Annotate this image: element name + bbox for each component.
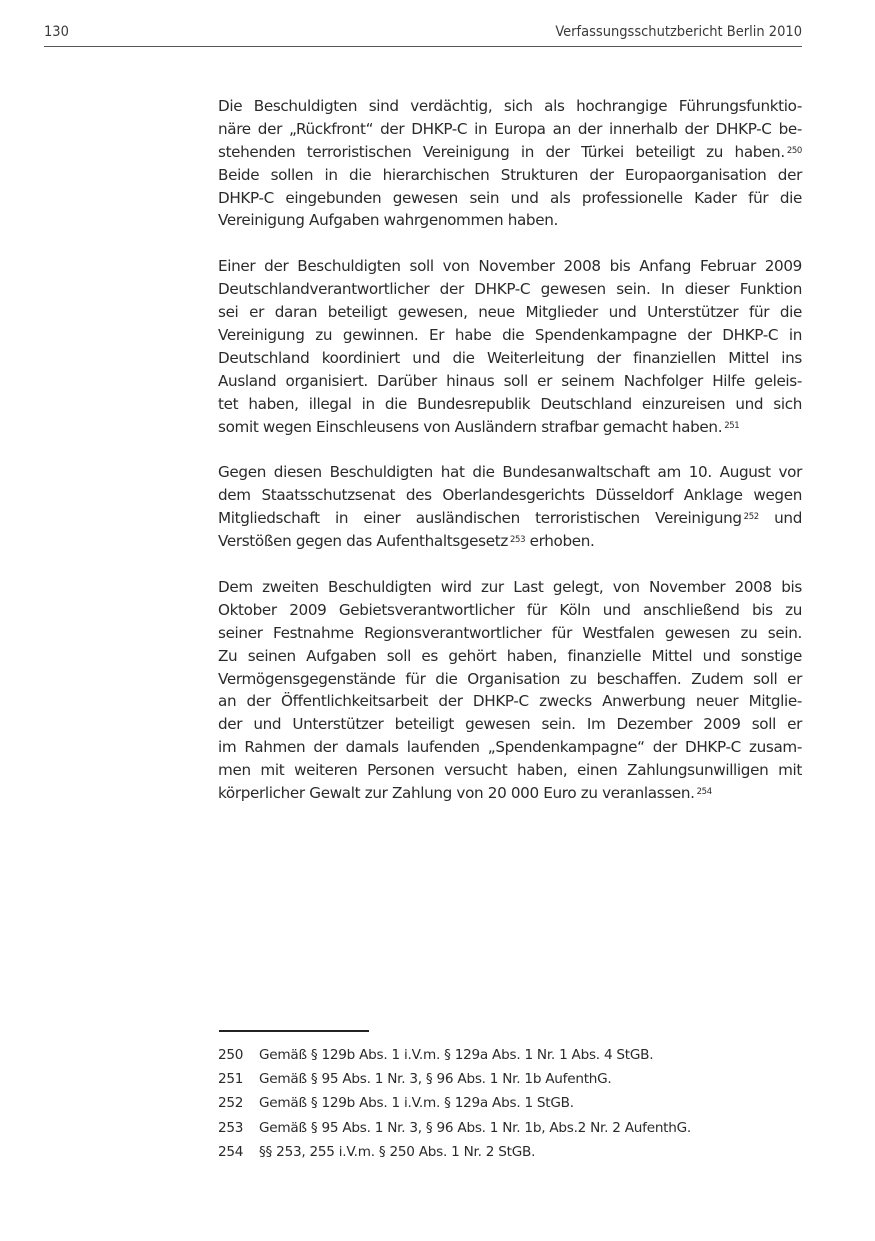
- footnote-text: §§ 253, 255 i.V.m. § 250 Abs. 1 Nr. 2 StGB.: [259, 1143, 536, 1160]
- footnote-text: Gemäß § 95 Abs. 1 Nr. 3, § 96 Abs. 1 Nr. 1b, Abs.2 Nr. 2 AufenthG.: [259, 1119, 691, 1136]
- text-line: [218, 622, 802, 645]
- footnotes: [218, 1045, 802, 1166]
- paragraph-gap: [218, 232, 802, 255]
- footnote-number: 253: [218, 1119, 244, 1136]
- text-line: [218, 393, 802, 416]
- paragraph: [218, 95, 802, 232]
- footnote-text: Gemäß § 129b Abs. 1 i.V.m. § 129a Abs. 1 StGB.: [259, 1095, 574, 1112]
- line-text-continuation: erhoben.: [525, 532, 595, 551]
- text-line: [218, 782, 802, 805]
- line-text: Oktober 2009 Gebietsverantwortlicher für Köln und anschließend bis zu: [218, 600, 802, 619]
- text-line: [218, 530, 802, 553]
- text-line: [218, 461, 802, 484]
- paragraph-gap: [218, 438, 802, 461]
- footnote-text: Gemäß § 95 Abs. 1 Nr. 3, § 96 Abs. 1 Nr. 1b AufenthG.: [259, 1071, 612, 1088]
- text-line: [218, 95, 802, 118]
- running-header: [44, 24, 802, 47]
- footnote: [218, 1142, 802, 1166]
- line-text: Die Beschuldigten sind verdächtig, sich als hochrangige Führungsfunktio-: [218, 97, 802, 115]
- line-text: Dem zweiten Beschuldigten wird zur Last gelegt, von November 2008 bis: [218, 578, 802, 597]
- line-text: Ausland organisiert. Darüber hinaus soll er seinem Nachfolger Hilfe geleis-: [218, 371, 802, 390]
- footnote-reference[interactable]: 251: [724, 420, 740, 431]
- text-line: [218, 736, 802, 759]
- text-line: [218, 416, 802, 439]
- text-line: [218, 690, 802, 713]
- footnote-reference[interactable]: 253: [509, 535, 526, 546]
- page-number: 130: [44, 24, 69, 40]
- text-line: [218, 599, 802, 622]
- footnote: [218, 1118, 802, 1142]
- line-text: der und Unterstützer beteiligt gewesen sein. Im Dezember 2009 soll er: [218, 715, 802, 734]
- text-line: [218, 209, 802, 232]
- body-text: [218, 95, 802, 805]
- text-line: [218, 164, 802, 187]
- line-text: DHKP-C eingebunden gewesen sein und als professionelle Kader für die: [218, 188, 802, 207]
- text-line: [218, 347, 802, 370]
- footnote: [218, 1069, 802, 1093]
- line-text: tet haben, illegal in die Bundesrepublik Deutschland einzureisen und sich: [218, 394, 802, 413]
- text-line: [218, 255, 802, 278]
- text-line: [218, 484, 802, 507]
- running-title: Verfassungsschutzbericht Berlin 2010: [555, 24, 802, 40]
- paragraph: [218, 461, 802, 553]
- line-text: men mit weiteren Personen versucht haben, einen Zahlungsunwilligen mit: [218, 761, 802, 780]
- line-text: im Rahmen der damals laufenden „Spendenkampagne“ der DHKP-C zusam-: [218, 738, 802, 757]
- text-line: [218, 301, 802, 324]
- line-text: dem Staatsschutzsenat des Oberlandesgerichts Düsseldorf Anklage wegen: [218, 486, 802, 505]
- text-line: [218, 278, 802, 301]
- line-text: Zu seinen Aufgaben soll es gehört haben, finanzielle Mittel und sonstige: [218, 646, 802, 665]
- text-line: [218, 187, 802, 210]
- text-line: [218, 576, 802, 599]
- text-line: [218, 507, 802, 530]
- paragraph: [218, 576, 802, 805]
- footnote-number: 254: [218, 1143, 244, 1160]
- footnote-separator: [219, 1030, 369, 1032]
- line-text-continuation: und: [758, 509, 802, 528]
- line-text: Vereinigung zu gewinnen. Er habe die Spendenkampagne der DHKP-C in: [218, 326, 802, 345]
- footnote-number: 250: [218, 1047, 244, 1063]
- text-line: [218, 324, 802, 347]
- line-text: stehenden terroristischen Vereinigung in der Türkei beteiligt zu haben.: [218, 142, 785, 161]
- footnote-reference[interactable]: 252: [743, 512, 759, 523]
- footnote-reference[interactable]: 254: [696, 787, 712, 798]
- text-line: [218, 668, 802, 691]
- line-text: körperlicher Gewalt zur Zahlung von 20 000 Euro zu veranlassen.: [218, 784, 695, 803]
- line-text: Vermögensgegenstände für die Organisation zu beschaffen. Zudem soll er: [218, 669, 802, 688]
- line-text: an der Öffentlichkeitsarbeit der DHKP-C zwecks Anwerbung neuer Mitglie-: [218, 692, 802, 711]
- text-line: [218, 759, 802, 782]
- text-line: [218, 370, 802, 393]
- text-line: [218, 118, 802, 141]
- footnote-text: Gemäß § 129b Abs. 1 i.V.m. § 129a Abs. 1 Nr. 1 Abs. 4 StGB.: [259, 1047, 654, 1063]
- footnote-number: 251: [218, 1071, 244, 1088]
- line-text: Mitgliedschaft in einer ausländischen terroristischen Vereinigung: [218, 509, 742, 528]
- footnote-reference[interactable]: 250: [786, 145, 802, 156]
- line-text: Gegen diesen Beschuldigten hat die Bundesanwaltschaft am 10. August vor: [218, 463, 802, 482]
- line-text: Beide sollen in die hierarchischen Strukturen der Europaorganisation der: [218, 165, 802, 184]
- line-text: Deutschlandverantwortlicher der DHKP-C gewesen sein. In dieser Funktion: [218, 280, 802, 299]
- footnote-number: 252: [218, 1095, 244, 1112]
- line-text: näre der „Rückfront“ der DHKP-C in Europa an der innerhalb der DHKP-C be-: [218, 119, 802, 138]
- line-text: Verstößen gegen das Aufenthaltsgesetz: [218, 532, 508, 551]
- line-text: sei er daran beteiligt gewesen, neue Mitglieder und Unterstützer für die: [218, 303, 802, 322]
- text-line: [218, 645, 802, 668]
- text-line: [218, 713, 802, 736]
- line-text: seiner Festnahme Regionsverantwortlicher für Westfalen gewesen zu sein.: [218, 623, 802, 642]
- footnote: [218, 1093, 802, 1117]
- text-line: [218, 141, 802, 164]
- line-text: Vereinigung Aufgaben wahrgenommen haben.: [218, 211, 558, 230]
- paragraph-gap: [218, 553, 802, 576]
- footnote: [218, 1045, 802, 1069]
- line-text: somit wegen Einschleusens von Ausländern strafbar gemacht haben.: [218, 417, 723, 436]
- line-text: Deutschland koordiniert und die Weiterleitung der finanziellen Mittel ins: [218, 348, 802, 367]
- paragraph: [218, 255, 802, 438]
- line-text: Einer der Beschuldigten soll von November 2008 bis Anfang Februar 2009: [218, 257, 802, 276]
